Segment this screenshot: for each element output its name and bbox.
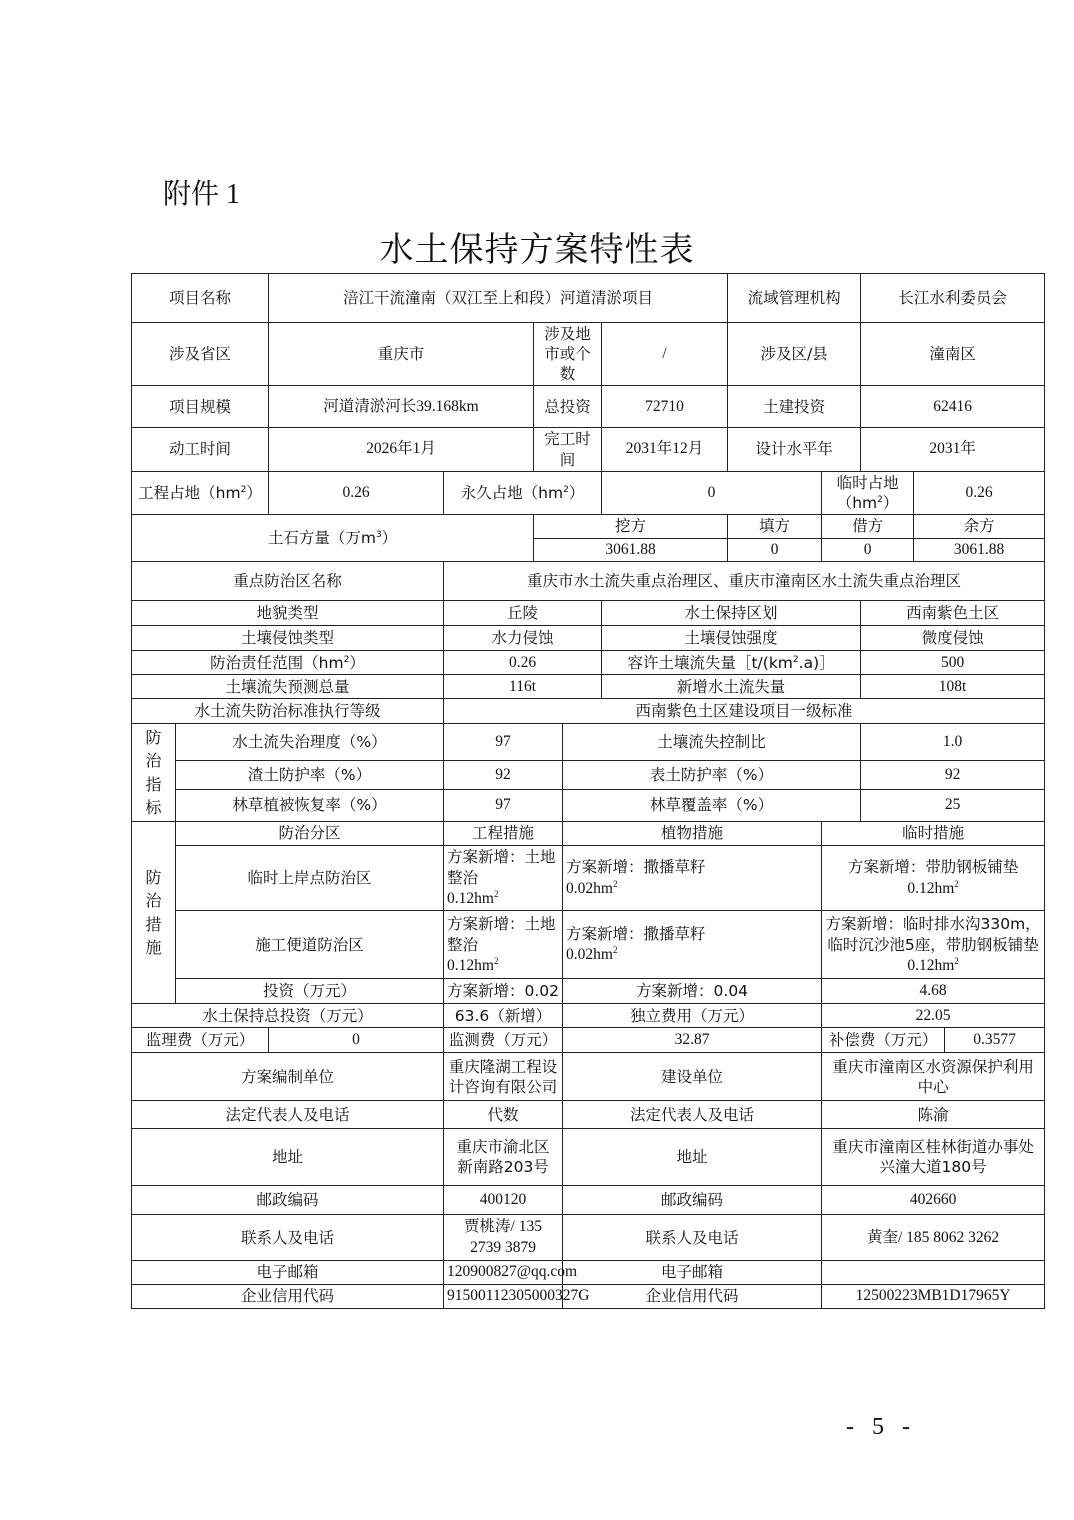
- label-cell: 方案编制单位: [132, 1053, 444, 1101]
- value-cell: 贾桃涛/ 135 2739 3879: [444, 1215, 563, 1260]
- value-cell: 西南紫色土区建设项目一级标准: [444, 699, 1045, 724]
- label-cell: 设计水平年: [728, 428, 861, 471]
- table-row: [132, 514, 1045, 538]
- value-cell: 陈渝: [822, 1101, 1045, 1129]
- label-cell: 项目规模: [132, 386, 269, 428]
- label-cell: 土壤侵蚀强度: [602, 626, 861, 651]
- column-header: 防治分区: [176, 821, 444, 845]
- value-cell: 水力侵蚀: [444, 626, 602, 651]
- value-cell: 重庆市潼南区水资源保护利用中心: [822, 1053, 1045, 1101]
- engineering-measure: 方案新增：土地整治 $0.12hm^2$: [444, 845, 563, 911]
- label-cell: 涉及地市或个数: [534, 323, 602, 386]
- table-row: [132, 651, 1045, 675]
- value-cell: 重庆隆湖工程设计咨询有限公司: [444, 1053, 563, 1101]
- label-cell: 防治责任范围$(hm^2)$: [132, 651, 444, 675]
- table-row: [132, 675, 1045, 699]
- table-row: [132, 845, 1045, 911]
- value-cell: 重庆市水土流失重点治理区、重庆市潼南区水土流失重点治理区: [444, 562, 1045, 601]
- value-cell: 0: [728, 538, 822, 561]
- table-row: [132, 1260, 1045, 1284]
- label-cell: 林草覆盖率（%）: [563, 789, 861, 821]
- label-cell: 企业信用代码: [132, 1284, 444, 1308]
- label-cell: 临时占地$(hm^2)$: [822, 471, 914, 514]
- temporary-measure: 方案新增：临时排水沟330m，临时沉沙池5座，带肋钢板铺垫 $0.12hm^2$: [822, 911, 1045, 979]
- table-row: [132, 562, 1045, 601]
- value-cell: 4.68: [822, 979, 1045, 1004]
- label-cell: 电子邮箱: [563, 1260, 822, 1284]
- table-row: [132, 789, 1045, 821]
- column-header: 工程措施: [444, 821, 563, 845]
- label-cell: 重点防治区名称: [132, 562, 444, 601]
- column-header: 植物措施: [563, 821, 822, 845]
- value-cell: 91500112305000327G: [444, 1284, 563, 1308]
- label-cell: 水土保持总投资（万元）: [132, 1004, 444, 1028]
- label-cell: 土壤流失预测总量: [132, 675, 444, 699]
- value-cell: 2031年: [861, 428, 1045, 471]
- document-title: 水土保持方案特性表: [379, 230, 695, 270]
- label-cell: 补偿费（万元）: [822, 1028, 945, 1053]
- label-cell: 监测费（万元）: [444, 1028, 563, 1053]
- column-header: 临时措施: [822, 821, 1045, 845]
- value-cell: 62416: [861, 386, 1045, 428]
- table-row: [132, 1215, 1045, 1260]
- label-cell: 法定代表人及电话: [132, 1101, 444, 1129]
- value-cell: 重庆市: [269, 323, 534, 386]
- zone-name: 施工便道防治区: [176, 911, 444, 979]
- label-cell: 土石方量（万$m^3$）: [132, 514, 534, 561]
- table-row: [132, 724, 1045, 761]
- value-cell: 长江水利委员会: [861, 274, 1045, 323]
- label-cell: 地貌类型: [132, 601, 444, 626]
- label-cell: 涉及区/县: [728, 323, 861, 386]
- value-cell: 微度侵蚀: [861, 626, 1045, 651]
- table-row: [132, 386, 1045, 428]
- measures-group-label: 防治措施: [132, 821, 176, 1004]
- value-cell: [822, 1260, 1045, 1284]
- value-cell: 0.26: [914, 471, 1045, 514]
- table-row: [132, 1004, 1045, 1028]
- value-cell: 500: [861, 651, 1045, 675]
- table-row: [132, 699, 1045, 724]
- value-cell: 92: [444, 761, 563, 790]
- label-cell: 涉及省区: [132, 323, 269, 386]
- value-cell: 0.26: [269, 471, 444, 514]
- value-cell: 97: [444, 789, 563, 821]
- label-cell: 企业信用代码: [563, 1284, 822, 1308]
- label-cell: 土建投资: [728, 386, 861, 428]
- value-cell: 河道清淤河长39.168km: [269, 386, 534, 428]
- table-row: [132, 601, 1045, 626]
- value-cell: 0: [822, 538, 914, 561]
- label-cell: 项目名称: [132, 274, 269, 323]
- plant-measure: 方案新增：撒播草籽 $0.02hm^2$: [563, 911, 822, 979]
- value-cell: 3061.88: [914, 538, 1045, 561]
- label-cell: 水土流失防治标准执行等级: [132, 699, 444, 724]
- label-cell: 完工时间: [534, 428, 602, 471]
- annex-label: 附件 1: [163, 177, 241, 210]
- targets-group-label: 防治指标: [132, 724, 176, 822]
- value-cell: 0.26: [444, 651, 602, 675]
- value-cell: 重庆市潼南区桂林街道办事处兴潼大道180号: [822, 1129, 1045, 1186]
- label-cell: 监理费（万元）: [132, 1028, 269, 1053]
- value-cell: 116t: [444, 675, 602, 699]
- value-cell: 潼南区: [861, 323, 1045, 386]
- table-row: [132, 979, 1045, 1004]
- label-cell: 水土保持区划: [602, 601, 861, 626]
- table-row: [132, 1186, 1045, 1215]
- table-row: [132, 274, 1045, 323]
- label-cell: 容许土壤流失量$[t/(km^2.a)]$: [602, 651, 861, 675]
- table-row: [132, 821, 1045, 845]
- table-row: [132, 626, 1045, 651]
- column-header: 余方: [914, 514, 1045, 538]
- value-cell: 108t: [861, 675, 1045, 699]
- value-cell: 丘陵: [444, 601, 602, 626]
- table-row: [132, 761, 1045, 790]
- table-row: [132, 471, 1045, 514]
- value-cell: 黄奎/ 185 8062 3262: [822, 1215, 1045, 1260]
- table-row: [132, 428, 1045, 471]
- value-cell: 12500223MB1D17965Y: [822, 1284, 1045, 1308]
- table-row: [132, 1284, 1045, 1308]
- value-cell: 方案新增：0.04: [563, 979, 822, 1004]
- value-cell: 1.0: [861, 724, 1045, 761]
- label-cell: 林草植被恢复率（%）: [176, 789, 444, 821]
- label-cell: 独立费用（万元）: [563, 1004, 822, 1028]
- label-cell: 新增水土流失量: [602, 675, 861, 699]
- label-cell: 投资（万元）: [176, 979, 444, 1004]
- label-cell: 邮政编码: [563, 1186, 822, 1215]
- value-cell: 方案新增：0.02: [444, 979, 563, 1004]
- value-cell: 0.3577: [945, 1028, 1045, 1053]
- value-cell: 2031年12月: [602, 428, 728, 471]
- label-cell: 水土流失治理度（%）: [176, 724, 444, 761]
- temporary-measure: 方案新增：带肋钢板铺垫 $0.12hm^2$: [822, 845, 1045, 911]
- label-cell: 土壤流失控制比: [563, 724, 861, 761]
- label-cell: 联系人及电话: [132, 1215, 444, 1260]
- value-cell: 22.05: [822, 1004, 1045, 1028]
- value-cell: 0: [602, 471, 822, 514]
- column-header: 借方: [822, 514, 914, 538]
- label-cell: 地址: [132, 1129, 444, 1186]
- characteristics-table: [131, 273, 1045, 1309]
- value-cell: 97: [444, 724, 563, 761]
- value-cell: 代数: [444, 1101, 563, 1129]
- label-cell: 邮政编码: [132, 1186, 444, 1215]
- label-cell: 工程占地$(hm^2)$: [132, 471, 269, 514]
- value-cell: 2026年1月: [269, 428, 534, 471]
- value-cell: 3061.88: [534, 538, 728, 561]
- value-cell: 25: [861, 789, 1045, 821]
- table-row: [132, 323, 1045, 386]
- value-cell: 西南紫色土区: [861, 601, 1045, 626]
- value-cell: 63.6（新增）: [444, 1004, 563, 1028]
- label-cell: 地址: [563, 1129, 822, 1186]
- value-cell: 32.87: [563, 1028, 822, 1053]
- label-cell: 动工时间: [132, 428, 269, 471]
- table-row: [132, 1028, 1045, 1053]
- table-row: [132, 1053, 1045, 1101]
- label-cell: 建设单位: [563, 1053, 822, 1101]
- value-cell: 400120: [444, 1186, 563, 1215]
- table-row: [132, 1101, 1045, 1129]
- value-cell: 120900827@qq.com: [444, 1260, 563, 1284]
- value-cell: 92: [861, 761, 1045, 790]
- label-cell: 表土防护率（%）: [563, 761, 861, 790]
- label-cell: 电子邮箱: [132, 1260, 444, 1284]
- value-cell: 重庆市渝北区新南路203号: [444, 1129, 563, 1186]
- table-row: [132, 1129, 1045, 1186]
- column-header: 挖方: [534, 514, 728, 538]
- label-cell: 总投资: [534, 386, 602, 428]
- label-cell: 土壤侵蚀类型: [132, 626, 444, 651]
- plant-measure: 方案新增：撒播草籽 $0.02hm^2$: [563, 845, 822, 911]
- value-cell: /: [602, 323, 728, 386]
- value-cell: 72710: [602, 386, 728, 428]
- value-cell: 402660: [822, 1186, 1045, 1215]
- label-cell: 永久占地$(hm^2)$: [444, 471, 602, 514]
- engineering-measure: 方案新增：土地整治 $0.12hm^2$: [444, 911, 563, 979]
- label-cell: 渣土防护率（%）: [176, 761, 444, 790]
- value-cell: 0: [269, 1028, 444, 1053]
- project-name: 涪江干流潼南（双江至上和段）河道清淤项目: [269, 274, 728, 323]
- label-cell: 法定代表人及电话: [563, 1101, 822, 1129]
- label-cell: 联系人及电话: [563, 1215, 822, 1260]
- column-header: 填方: [728, 514, 822, 538]
- label-cell: 流域管理机构: [728, 274, 861, 323]
- page-number: - 5 -: [846, 1414, 916, 1440]
- zone-name: 临时上岸点防治区: [176, 845, 444, 911]
- table-row: [132, 911, 1045, 979]
